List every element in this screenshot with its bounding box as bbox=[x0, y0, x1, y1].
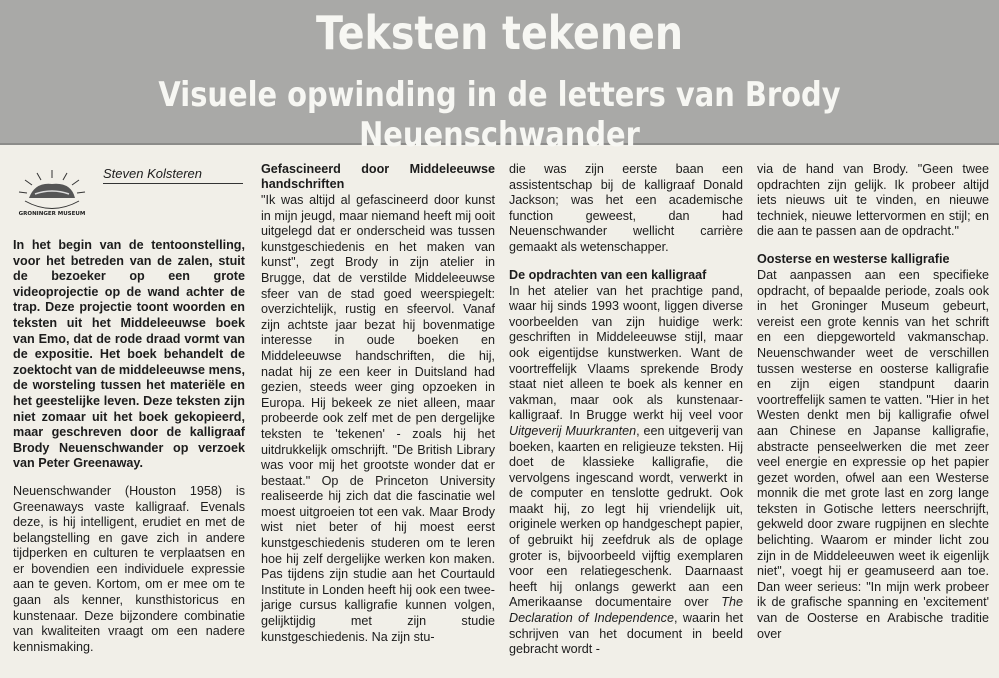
column-3-paragraph-1: die was zijn eerste baan een assistentschap bij de kalligraaf Donald Jackson; was het een academische function geweest, dan had Neuenschwander wellicht carrière gemaakt als wetenschapper. bbox=[509, 162, 743, 254]
section-heading-fascinated: Gefascineerd door Middeleeuwse handschriften bbox=[261, 162, 495, 191]
column-4 bbox=[757, 162, 989, 678]
column-4-paragraph-2: Dat aanpassen aan een specifieke opdracht, of bepaalde periode, zoals ook in het Groninger Museum gebeurt, vereist een grote kennis van het schrift en een diepgeworteld vakmanschap. Neuenschwander weet de verschillen tussen westerse en oosterse kalligrafie en zijn eigen standpunt daarin voortreffelijk samen te vatten. "Hier in het Westen denkt men bij kalligrafie ofwel aan Chinese en Japanse kalligrafie, abstracte penseelwerken die met zeer veel energie en expressie op het papier gezet worden, ofwel aan een Westerse monnik die met grote last en zorg lange teksten in Gotische letters neerschrijft, gekweld door zware rugpijnen en slechte belichting. Waarom er minder licht zou zijn in de Middeleeuwen weet ik eigenlijk niet", voegt hij er geamuseerd aan toe. Dan weer serieus: "In mijn werk probeer ik de grafische spanning en 'excitement' van de Oosterse en Arabische traditie over bbox=[757, 267, 989, 641]
column-3-paragraph-2 bbox=[509, 284, 743, 658]
svg-text:GRONINGER MUSEUM: GRONINGER MUSEUM bbox=[18, 211, 86, 217]
publisher-name: Uitgeverij Muurkranten bbox=[509, 423, 637, 438]
column-1-paragraph: Neuenschwander (Houston 1958) is Greenaways vaste kalligraaf. Evenals deze, is hij intelligent, erudiet en met de belangstelling en gave zich in andere tijdperken en culturen te verplaatsen en er bovendien een individuele expressie aan te geven. Kortom, om er mee om te gaan als kenner, kunsthistoricus en kunstenaar. Deze bijzondere combinatie van kwaliteiten vraagt om een nadere kennismaking. bbox=[13, 483, 245, 654]
text-run: In het atelier van het prachtige pand, waar hij sinds 1993 woont, liggen diverse voorbeelden van zijn huidige werk: geschriften in Middeleeuwse stijl, maar ook eigentijdse kunstwerken. Want de voortreffelijk Vlaams sprekende Brody staat niet alleen te boek als kenner en vakman, maar ook als kunstenaar-kalligraaf. In Brugge werkt hij veel voor bbox=[509, 283, 743, 423]
column-1 bbox=[13, 162, 245, 678]
column-4-paragraph-1: via de hand van Brody. "Geen twee opdrachten zijn gelijk. Ik probeer altijd iets nieuws uit te vinden, en nieuwe techniek, nieuwe lettervormen en stijl; en die aan te passen aan de opdracht." bbox=[757, 162, 989, 239]
intro-paragraph: In het begin van de tentoonstelling, voor het betreden van de zalen, stuit de bezoeker op een grote videoprojectie op de wand achter de trap. Deze projectie toont woorden en teksten uit het Middeleeuwse boek van Emo, dat de rode draad vormt van de expositie. Het boek behandelt de zoektocht van de middeleeuwse mens, de worsteling tussen het materiële en het geestelijke leven. Deze teksten zijn niet zomaar uit het boek gekopieerd, maar geschreven door de kalligraaf Brody Neuenschwander op verzoek van Peter Greenaway. bbox=[13, 238, 245, 471]
article-title: Teksten tekenen bbox=[315, 6, 684, 60]
column-2-paragraph: "Ik was altijd al gefascineerd door kunst in mijn jeugd, maar niemand heeft mij ooit uitgelegd dat er onderscheid was tussen kunstgeschiedenis en het maken van kunst", zegt Brody in zijn atelier in Brugge, dat de verstilde Middeleeuwse sfeer van de stad goed weerspiegelt: overzichtelijk, rustig en sfeervol. Vanaf zijn achtste jaar bezat hij bovenmatige interesse in oude boeken en Middeleeuwse handschriften, die hij, nadat hij ze een keer in Duitsland had gezien, steeds weer ging opzoeken in Europa. Hij bekeek ze niet alleen, maar probeerde ook zelf met de pen dergelijke teksten te 'tekenen' - zoals hij het uitdrukkelijk omschrijft. "De British Library was voor mij het grootste wonder dat er bestaat." Op de Princeton University realiseerde hij zich dat die fascinatie wel moest uitgroeien tot een vak. Maar Brody wist niet beter of hij moest eerst kunstgeschiedenis studeren om te leren hoe hij zelf dergelijke werken kon maken. Pas tijdens zijn studie aan het Courtauld Institute in Londen heeft hij ook een twee-jarige cursus kalligrafie kunnen volgen, gelijktijdig met zijn studie kunstgeschiedenis. Na zijn stu- bbox=[261, 193, 495, 644]
article-header bbox=[0, 0, 999, 155]
groninger-museum-logo-icon bbox=[15, 168, 89, 220]
column-3 bbox=[509, 162, 743, 678]
documentary-title: The Declaration of Independence bbox=[509, 595, 743, 626]
text-run: , een uitgeverij van boeken, kaarten en religieuze teksten. Hij doet de klassieke kalligrafie, die vervolgens ingescand wordt, verwerkt in de computer en tenslotte gedrukt. Ook maakt hij, zo legt hij vriendelijk uit, originele werken op handgeschept papier, of gebruikt hij zeefdruk als de oplage groter is, bijvoorbeeld vijftig exemplaren voor een relatiegeschenk. Daarnaast heeft hij onlangs gewerkt aan een Amerikaanse documentaire over bbox=[509, 423, 743, 610]
author-byline: Steven Kolsteren bbox=[103, 166, 243, 184]
section-heading-commissions: De opdrachten van een kalligraaf bbox=[509, 267, 707, 282]
section-heading-calligraphy: Oosterse en westerse kalligrafie bbox=[757, 251, 950, 266]
byline-row bbox=[13, 162, 245, 238]
text-run: , waarin het schrijven van het document in beeld gebracht wordt - bbox=[509, 611, 743, 657]
column-2 bbox=[261, 162, 495, 678]
article-subtitle: Visuele opwinding in de letters van Brody Neuenschwander bbox=[158, 75, 841, 155]
